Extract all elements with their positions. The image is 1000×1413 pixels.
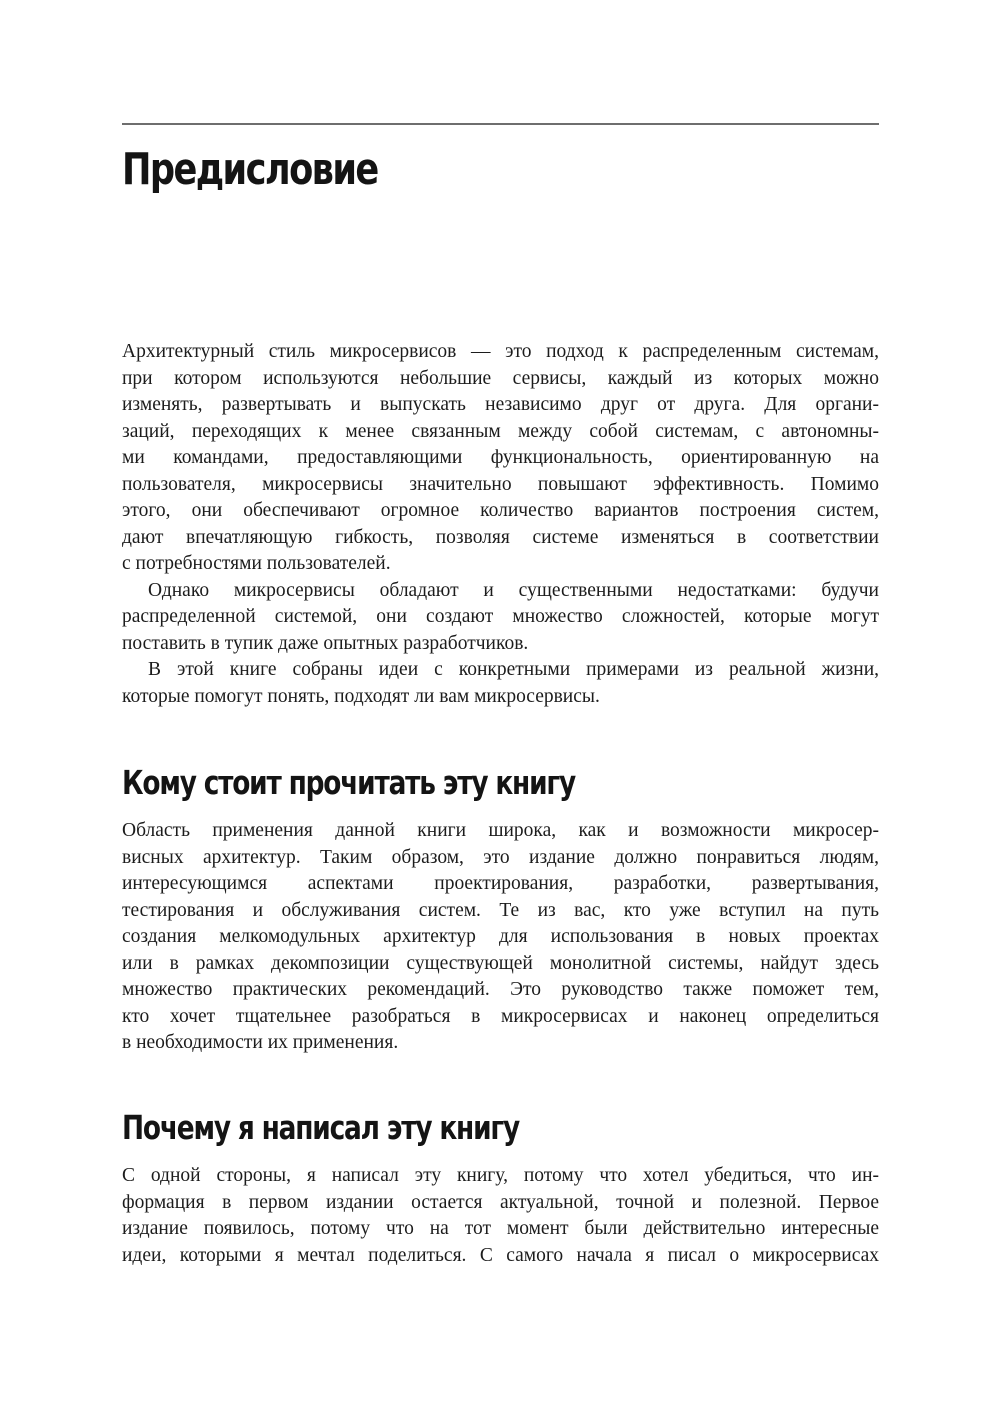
text-line: распределенной системой, они создают множество сложностей, которые могут [122, 606, 879, 627]
text-line: тестирования и обслуживания систем. Те из вас, кто уже вступил на путь [122, 899, 879, 921]
intro-text [122, 339, 879, 710]
text-line: при котором используются небольшие сервисы, каждый из которых можно [122, 367, 879, 389]
text-line: или в рамках декомпозиции существующей монолитной системы, найдут здесь [122, 952, 879, 974]
text-line: с потребностями пользователей. [122, 553, 391, 574]
text-line: интересующимся аспектами проектирования, разработки, развертывания, [122, 873, 879, 894]
text-line: Архитектурный стиль микросервисов — это подход к распределенным системам, [122, 341, 879, 362]
text-line: дают впечатляющую гибкость, позволяя системе изменяться в соответствии [122, 526, 879, 548]
text-line: в необходимости их применения. [122, 1032, 399, 1053]
section-title-who: Кому стоит прочитать эту книгу [122, 763, 575, 802]
section-why-text [122, 1163, 879, 1269]
text-line: изменять, развертывать и выпускать независимо друг от друга. Для органи- [122, 394, 879, 415]
chapter-title: Предисловие [122, 144, 378, 195]
text-line: Область применения данной книги широка, как и возможности микросер- [122, 820, 879, 841]
section-who-text [122, 818, 879, 1057]
text-line: формация в первом издании остается актуальной, точной и полезной. Первое [122, 1191, 879, 1213]
text-line: идеи, которыми я мечтал поделиться. С самого начала я писал о микросервисах [122, 1244, 879, 1266]
text-line: издание появилось, потому что на тот момент были действительно интересные [122, 1218, 879, 1239]
text-line: поставить в тупик даже опытных разработчиков. [122, 632, 529, 654]
text-line: заций, переходящих к менее связанным между собой системам, с автономны- [122, 420, 879, 442]
text-line: этого, они обеспечивают огромное количество вариантов построения систем, [122, 500, 879, 521]
text-line: ми командами, предоставляющими функциональность, ориентированную на [122, 447, 879, 468]
chapter-top-rule [122, 123, 879, 125]
text-line: висных архитектур. Таким образом, это издание должно понравиться людям, [122, 846, 879, 868]
text-line: Однако микросервисы обладают и существенными недостатками: будучи [148, 579, 879, 601]
section-title-why: Почему я написал эту книгу [122, 1108, 519, 1147]
text-line: множество практических рекомендаций. Это руководство также поможет тем, [122, 979, 879, 1000]
text-line: С одной стороны, я написал эту книгу, потому что хотел убедиться, что ин- [122, 1165, 879, 1186]
text-line: пользователя, микросервисы значительно повышают эффективность. Помимо [122, 473, 879, 495]
book-page [122, 0, 879, 1413]
text-line: которые помогут понять, подходят ли вам микросервисы. [122, 685, 600, 707]
text-line: В этой книге собраны идеи с конкретными примерами из реальной жизни, [148, 659, 879, 680]
text-line: создания мелкомодульных архитектур для использования в новых проектах [122, 926, 879, 947]
text-line: кто хочет тщательнее разобраться в микросервисах и наконец определиться [122, 1005, 879, 1027]
